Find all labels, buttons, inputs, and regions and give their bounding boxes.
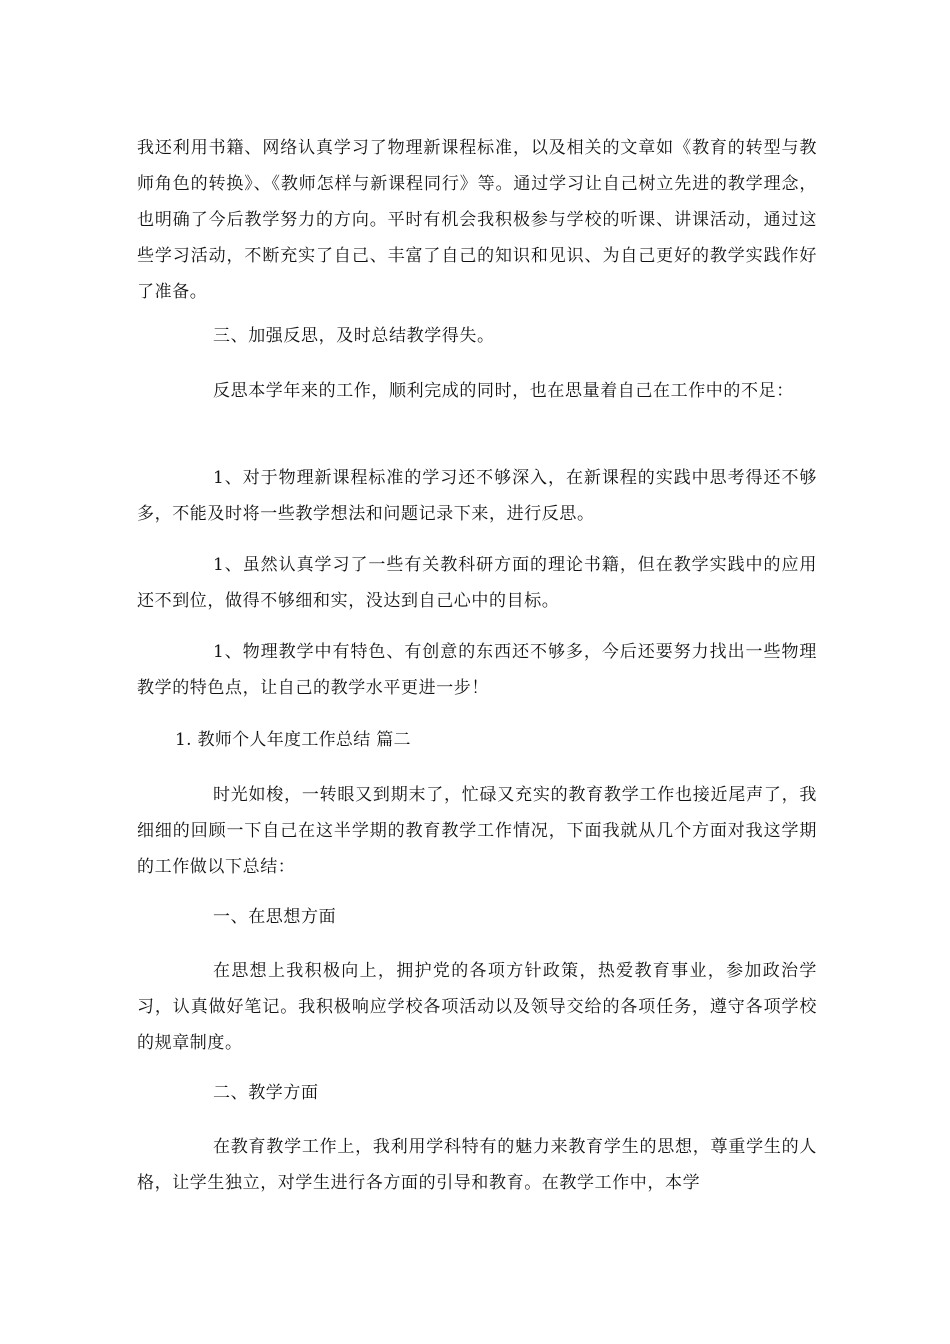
heading-thought: 一、在思想方面 <box>213 907 337 927</box>
paragraph-reflection-intro: 反思本学年来的工作，顺利完成的同时，也在思量着自己在工作中的不足： <box>213 381 794 401</box>
heading-reflection: 三、加强反思，及时总结教学得失。 <box>213 326 495 346</box>
section-title-part-two: 1. 教师个人年度工作总结 篇二 <box>175 730 411 750</box>
paragraph-point-1: 1、对于物理新课程标准的学习还不够深入，在新课程的实践中思考得还不够多，不能及时将一些教学想法和问题记录下来，进行反思。 <box>137 468 817 524</box>
heading-teaching: 二、教学方面 <box>213 1083 319 1103</box>
paragraph-semester-intro: 时光如梭，一转眼又到期末了，忙碌又充实的教育教学工作也接近尾声了，我细细的回顾一下自己在这半学期的教育教学工作情况，下面我就从几个方面对我这学期的工作做以下总结： <box>137 785 817 877</box>
paragraph-point-2: 1、虽然认真学习了一些有关教科研方面的理论书籍，但在教学实践中的应用还不到位，做得不够细和实，没达到自己心中的目标。 <box>137 555 817 611</box>
paragraph-teaching: 在教育教学工作上，我利用学科特有的魅力来教育学生的思想，尊重学生的人格，让学生独立，对学生进行各方面的引导和教育。在教学工作中，本学 <box>137 1137 817 1193</box>
paragraph-thought: 在思想上我积极向上，拥护党的各项方针政策，热爱教育事业，参加政治学习，认真做好笔记。我积极响应学校各项活动以及领导交给的各项任务，遵守各项学校的规章制度。 <box>137 961 817 1053</box>
paragraph-study: 我还利用书籍、网络认真学习了物理新课程标准，以及相关的文章如《教育的转型与教师角色的转换》、《教师怎样与新课程同行》等。通过学习让自己树立先进的教学理念，也明确了今后教学努力的方向。平时有机会我积极参与学校的听课、讲课活动，通过这些学习活动，不断充实了自己、丰富了自己的知识和见识、为自己更好的教学实践作好了准备。 <box>137 138 817 302</box>
paragraph-point-3: 1、物理教学中有特色、有创意的东西还不够多，今后还要努力找出一些物理教学的特色点，让自己的教学水平更进一步！ <box>137 642 817 698</box>
